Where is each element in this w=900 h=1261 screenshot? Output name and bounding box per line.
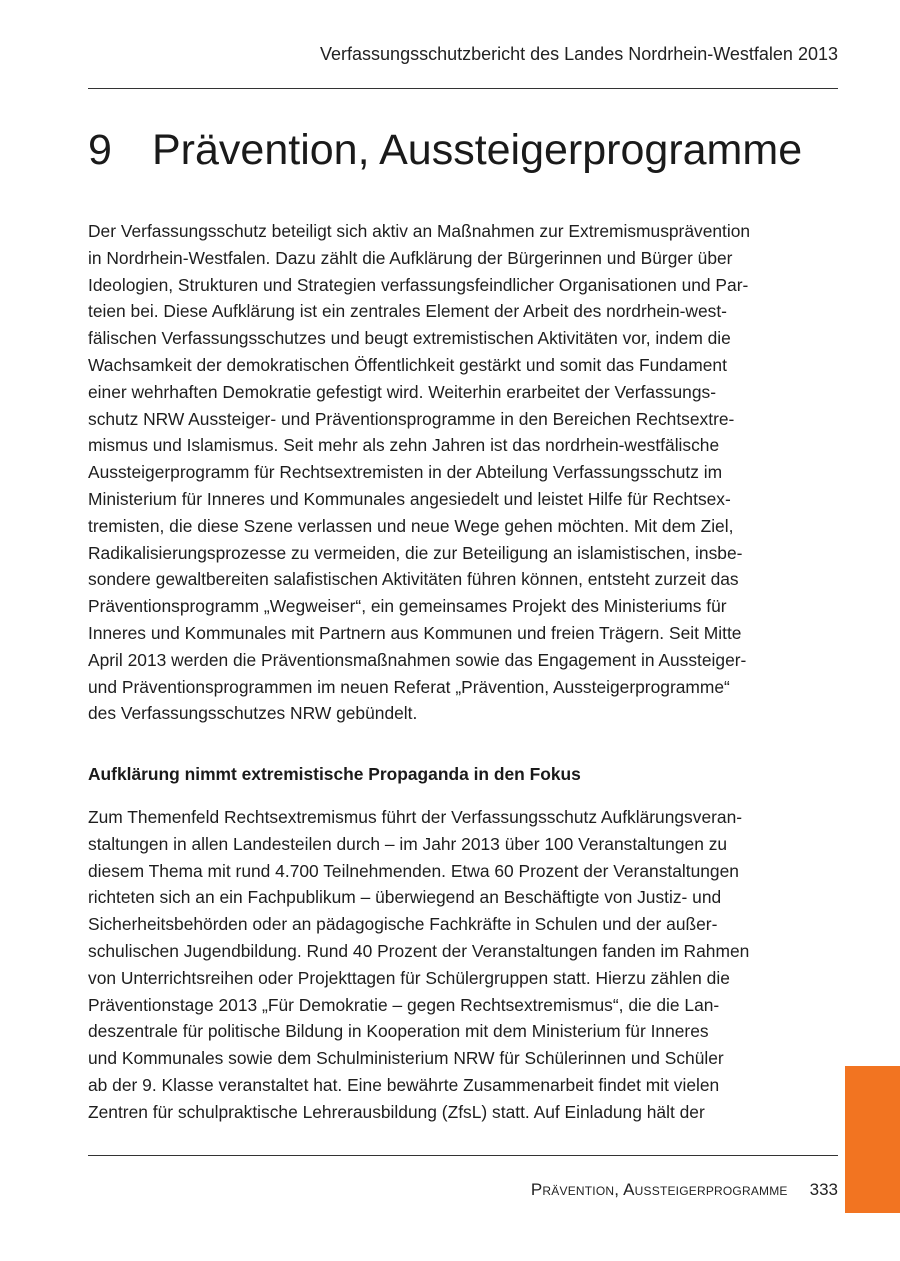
text-line: diesem Thema mit rund 4.700 Teilnehmenden. Etwa 60 Prozent der Veranstaltungen: [88, 860, 739, 881]
text-line: und Präventionsprogrammen im neuen Referat „Prävention, Aussteigerprogramme“: [88, 676, 730, 697]
running-header: Verfassungsschutzbericht des Landes Nordrhein-Westfalen 2013: [320, 44, 838, 64]
chapter-number: 9: [88, 126, 112, 174]
text-line: staltungen in allen Landesteilen durch – im Jahr 2013 über 100 Veranstaltungen zu: [88, 833, 728, 854]
text-line: fälischen Verfassungsschutzes und beugt extremistischen Aktivitäten vor, indem die: [88, 328, 731, 349]
header-rule: [88, 88, 838, 89]
text-line: und Kommunales sowie dem Schulministerium NRW für Schülerinnen und Schüler: [88, 1048, 724, 1069]
second-paragraph: [88, 804, 804, 1126]
chapter-title-text: Prävention, Aussteigerprogramme: [152, 126, 803, 174]
section-heading: Aufklärung nimmt extremistische Propaganda in den Fokus: [88, 764, 581, 784]
text-line: ab der 9. Klasse veranstaltet hat. Eine bewährte Zusammenarbeit findet mit vielen: [88, 1074, 720, 1095]
text-line: Zentren für schulpraktische Lehrerausbildung (ZfsL) statt. Auf Einladung hält der: [88, 1101, 705, 1122]
page-number: 333: [809, 1180, 838, 1199]
text-line: sondere gewaltbereiten salafistischen Aktivitäten führen können, entsteht zurzeit das: [88, 569, 739, 590]
text-line: deszentrale für politische Bildung in Kooperation mit dem Ministerium für Inneres: [88, 1021, 709, 1042]
text-line: des Verfassungsschutzes NRW gebündelt.: [88, 703, 418, 724]
chapter-tab-marker: [845, 1066, 900, 1213]
text-line: Zum Themenfeld Rechtsextremismus führt der Verfassungsschutz Aufklärungsveran-: [88, 807, 743, 827]
text-line: April 2013 werden die Präventionsmaßnahmen sowie das Engagement in Aussteiger-: [88, 649, 747, 670]
text-line: schutz NRW Aussteiger- und Präventionsprogramme in den Bereichen Rechtsextre-: [88, 408, 735, 429]
text-line: schulischen Jugendbildung. Rund 40 Prozent der Veranstaltungen fanden im Rahmen: [88, 940, 750, 961]
text-line: Inneres und Kommunales mit Partnern aus Kommunen und freien Trägern. Seit Mitte: [88, 622, 742, 643]
running-footer: [531, 1179, 838, 1201]
text-line: tremisten, die diese Szene verlassen und neue Wege gehen möchten. Mit dem Ziel,: [88, 515, 734, 536]
chapter-title: [88, 124, 802, 176]
text-line: Aussteigerprogramm für Rechtsextremisten in der Abteilung Verfassungsschutz im: [88, 462, 723, 483]
text-line: Präventionsprogramm „Wegweiser“, ein gemeinsames Projekt des Ministeriums für: [88, 596, 727, 617]
footer-section-name: Prävention, Aussteigerprogramme: [530, 1180, 788, 1199]
text-line: Radikalisierungsprozesse zu vermeiden, die zur Beteiligung an islamistischen, insbe-: [88, 542, 743, 563]
text-line: von Unterrichtsreihen oder Projekttagen für Schülergruppen statt. Hierzu zählen die: [88, 967, 730, 988]
text-line: mismus und Islamismus. Seit mehr als zehn Jahren ist das nordrhein-westfälische: [88, 435, 720, 456]
text-line: Sicherheitsbehörden oder an pädagogische Fachkräfte in Schulen und der außer-: [88, 914, 718, 935]
text-line: Ideologien, Strukturen und Strategien verfassungsfeindlicher Organisationen und Par-: [88, 274, 749, 295]
text-line: Der Verfassungsschutz beteiligt sich aktiv an Maßnahmen zur Extremismusprävention: [88, 221, 751, 241]
footer-rule: [88, 1155, 838, 1156]
text-line: teien bei. Diese Aufklärung ist ein zentrales Element der Arbeit des nordrhein-west-: [88, 301, 727, 322]
text-line: richteten sich an ein Fachpublikum – überwiegend an Beschäftigte von Justiz- und: [88, 887, 722, 908]
text-line: Ministerium für Inneres und Kommunales angesiedelt und leistet Hilfe für Rechtsex-: [88, 488, 731, 509]
text-line: in Nordrhein-Westfalen. Dazu zählt die Aufklärung der Bürgerinnen und Bürger über: [88, 247, 733, 268]
text-line: Wachsamkeit der demokratischen Öffentlichkeit gestärkt und somit das Fundament: [88, 354, 727, 375]
text-line: Präventionstage 2013 „Für Demokratie – gegen Rechtsextremismus“, die die Lan-: [88, 994, 720, 1015]
intro-paragraph: [88, 218, 804, 727]
text-line: einer wehrhaften Demokratie gefestigt wird. Weiterhin erarbeitet der Verfassungs-: [88, 381, 716, 402]
